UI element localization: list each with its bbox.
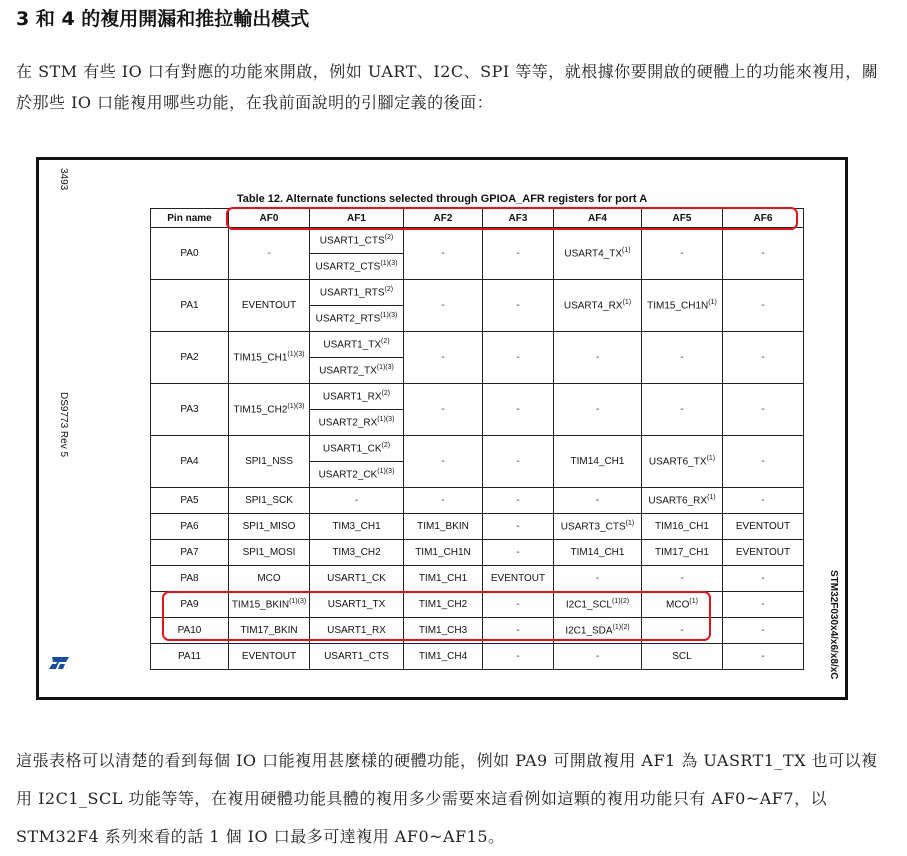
table-title: Table 12. Alternate functions selected through GPIOA_AFR registers for port A — [236, 193, 648, 205]
pin-name-pa10: PA10 — [151, 618, 229, 644]
header-af3: AF3 — [483, 209, 554, 228]
cell-pa1-af2: - — [404, 280, 483, 332]
cell-pa6-af4: USART3_CTS$^{(1)}$ — [554, 514, 642, 540]
cell-pa3-af3: - — [483, 384, 554, 436]
cell-pa8-af3: EVENTOUT — [483, 566, 554, 592]
pin-name-pa9: PA9 — [151, 592, 229, 618]
cell-pa4-af6: - — [723, 436, 804, 488]
cell-pa7-af0: SPI1_MOSI — [229, 540, 310, 566]
cell-pa9-af2: TIM1_CH2 — [404, 592, 483, 618]
section-heading: 3 和 4 的複用開漏和推拉輸出模式 — [16, 8, 310, 30]
cell-pa3-af1-a: USART1_RX$^{(2)}$ — [310, 384, 404, 410]
cell-pa0-af4: USART4_TX$^{(1)}$ — [554, 228, 642, 280]
cell-pa2-af1-a: USART1_TX$^{(2)}$ — [310, 332, 404, 358]
cell-pa0-af3: - — [483, 228, 554, 280]
cell-pa11-af3: - — [483, 644, 554, 670]
highlight-af-headers — [226, 207, 798, 230]
pin-name-pa2: PA2 — [151, 332, 229, 384]
table-row-pa2 — [151, 332, 804, 358]
cell-pa7-af2: TIM1_CH1N — [404, 540, 483, 566]
cell-pa7-af6: EVENTOUT — [723, 540, 804, 566]
cell-pa5-af3: - — [483, 488, 554, 514]
cell-pa8-af6: - — [723, 566, 804, 592]
cell-pa11-af1: USART1_CTS — [310, 644, 404, 670]
cell-pa5-af6: - — [723, 488, 804, 514]
cell-pa7-af1: TIM3_CH2 — [310, 540, 404, 566]
pin-name-pa7: PA7 — [151, 540, 229, 566]
highlight-pa9-pa10 — [162, 591, 711, 641]
cell-pa2-af4: - — [554, 332, 642, 384]
cell-pa5-af1: - — [310, 488, 404, 514]
cell-pa1-af5: $TIM15\_CH1N^{(1)}$ — [642, 280, 723, 332]
cell-pa11-af0: EVENTOUT — [229, 644, 310, 670]
pin-name-pa8: PA8 — [151, 566, 229, 592]
cell-pa1-af1-a: USART1_RTS$^{(2)}$ — [310, 280, 404, 306]
cell-pa11-af5: SCL — [642, 644, 723, 670]
cell-pa7-af5: TIM17_CH1 — [642, 540, 723, 566]
cell-pa4-af1-b: $USART2\_CK^{(1)(3)}$ — [310, 462, 404, 488]
cell-pa5-af0: SPI1_SCK — [229, 488, 310, 514]
cell-pa5-af5: USART6_RX$^{(1)}$ — [642, 488, 723, 514]
cell-pa4-af5: USART6_TX$^{(1)}$ — [642, 436, 723, 488]
table-row-pa11 — [151, 644, 804, 670]
pin-name-pa6: PA6 — [151, 514, 229, 540]
cell-pa4-af0: SPI1_NSS — [229, 436, 310, 488]
pin-name-pa3: PA3 — [151, 384, 229, 436]
intro-paragraph: 在 STM 有些 IO 口有對應的功能來開啟，例如 UART、I2C、SPI 等等，就根據你要開啟的硬體上的功能來複用，關於那些 IO 口能複用哪些功能，在我前面說明的引腳定義的後面： — [16, 62, 879, 112]
pin-name-pa5: PA5 — [151, 488, 229, 514]
cell-pa6-af0: SPI1_MISO — [229, 514, 310, 540]
cell-pa11-af2: TIM1_CH4 — [404, 644, 483, 670]
page-number: 3493 — [58, 168, 69, 191]
header-af0: AF0 — [229, 209, 310, 228]
cell-pa8-af2: TIM1_CH1 — [404, 566, 483, 592]
cell-pa8-af0: MCO — [229, 566, 310, 592]
cell-pa10-af1: USART1_RX — [310, 618, 404, 644]
cell-pa9-af0: $TIM15\_BKIN^{(1)(3)}$ — [229, 592, 310, 618]
table-row-pa7 — [151, 540, 804, 566]
header-af2: AF2 — [404, 209, 483, 228]
header-af6: AF6 — [723, 209, 804, 228]
cell-pa7-af4: TIM14_CH1 — [554, 540, 642, 566]
cell-pa1-af0: EVENTOUT — [229, 280, 310, 332]
cell-pa4-af2: - — [404, 436, 483, 488]
cell-pa1-af6: - — [723, 280, 804, 332]
table-row-pa8 — [151, 566, 804, 592]
table-row-pa5 — [151, 488, 804, 514]
cell-pa0-af1-b: $USART2\_CTS^{(1)(3)}$ — [310, 254, 404, 280]
cell-pa8-af5: - — [642, 566, 723, 592]
table-row-pa0 — [151, 228, 804, 254]
cell-pa10-af4: $I2C1\_SDA^{(1)(2)}$ — [554, 618, 642, 644]
cell-pa1-af4: USART4_RX$^{(1)}$ — [554, 280, 642, 332]
cell-pa4-af1-a: USART1_CK$^{(2)}$ — [310, 436, 404, 462]
cell-pa3-af5: - — [642, 384, 723, 436]
conclusion-paragraph: 這張表格可以清楚的看到每個 IO 口能複用甚麼樣的硬體功能，例如 PA9 可開啟複用 AF1 為 UASRT1_TX 也可以複用 I2C1_SCL 功能等等，在複用硬體功能具體的複用多少需要來這看例如這顆的複用功能只有 AF0~AF7，以 STM32F4 系列來看的話 1 個 IO 口最多可達複用 AF0~AF15。 — [16, 751, 878, 846]
pin-name-pa1: PA1 — [151, 280, 229, 332]
header-af5: AF5 — [642, 209, 723, 228]
pin-name-pa0: PA0 — [151, 228, 229, 280]
pin-name-pa11: PA11 — [151, 644, 229, 670]
st-logo — [47, 655, 71, 671]
cell-pa10-af5: - — [642, 618, 723, 644]
cell-pa0-af0: - — [229, 228, 310, 280]
cell-pa0-af6: - — [723, 228, 804, 280]
table-row-pa1 — [151, 280, 804, 306]
cell-pa3-af6: - — [723, 384, 804, 436]
table-row-pa4 — [151, 436, 804, 462]
cell-pa4-af3: - — [483, 436, 554, 488]
cell-pa2-af1-b: $USART2\_TX^{(1)(3)}$ — [310, 358, 404, 384]
cell-pa2-af3: - — [483, 332, 554, 384]
pin-name-pa4: PA4 — [151, 436, 229, 488]
cell-pa0-af2: - — [404, 228, 483, 280]
header-af4: AF4 — [554, 209, 642, 228]
header-af1: AF1 — [310, 209, 404, 228]
cell-pa5-af4: - — [554, 488, 642, 514]
table-row-pa3 — [151, 384, 804, 410]
cell-pa9-af1: USART1_TX — [310, 592, 404, 618]
cell-pa6-af6: EVENTOUT — [723, 514, 804, 540]
table-row-pa6 — [151, 514, 804, 540]
cell-pa1-af3: - — [483, 280, 554, 332]
cell-pa11-af6: - — [723, 644, 804, 670]
cell-pa1-af1-b: $USART2\_RTS^{(1)(3)}$ — [310, 306, 404, 332]
cell-pa3-af2: - — [404, 384, 483, 436]
cell-pa10-af6: - — [723, 618, 804, 644]
cell-pa3-af4: - — [554, 384, 642, 436]
cell-pa6-af2: TIM1_BKIN — [404, 514, 483, 540]
datasheet-figure — [36, 157, 848, 700]
cell-pa9-af6: - — [723, 592, 804, 618]
header-pin-name: Pin name — [151, 209, 229, 228]
cell-pa9-af3: - — [483, 592, 554, 618]
cell-pa5-af2: - — [404, 488, 483, 514]
cell-pa8-af1: USART1_CK — [310, 566, 404, 592]
cell-pa6-af1: TIM3_CH1 — [310, 514, 404, 540]
cell-pa8-af4: - — [554, 566, 642, 592]
cell-pa0-af5: - — [642, 228, 723, 280]
cell-pa9-af5: MCO$^{(1)}$ — [642, 592, 723, 618]
cell-pa3-af0: $TIM15\_CH2^{(1)(3)}$ — [229, 384, 310, 436]
cell-pa9-af4: $I2C1\_SCL^{(1)(2)}$ — [554, 592, 642, 618]
cell-pa10-af3: - — [483, 618, 554, 644]
cell-pa2-af6: - — [723, 332, 804, 384]
cell-pa7-af3: - — [483, 540, 554, 566]
part-number: STM32F030x4/x6/x8/xC — [828, 570, 839, 680]
cell-pa10-af0: TIM17_BKIN — [229, 618, 310, 644]
cell-pa0-af1-a: USART1_CTS$^{(2)}$ — [310, 228, 404, 254]
cell-pa3-af1-b: $USART2\_RX^{(1)(3)}$ — [310, 410, 404, 436]
doc-revision: DS9773 Rev 5 — [58, 392, 69, 458]
cell-pa10-af2: TIM1_CH3 — [404, 618, 483, 644]
cell-pa2-af5: - — [642, 332, 723, 384]
cell-pa6-af3: - — [483, 514, 554, 540]
cell-pa11-af4: - — [554, 644, 642, 670]
cell-pa2-af2: - — [404, 332, 483, 384]
cell-pa6-af5: TIM16_CH1 — [642, 514, 723, 540]
cell-pa2-af0: $TIM15\_CH1^{(1)(3)}$ — [229, 332, 310, 384]
cell-pa4-af4: TIM14_CH1 — [554, 436, 642, 488]
